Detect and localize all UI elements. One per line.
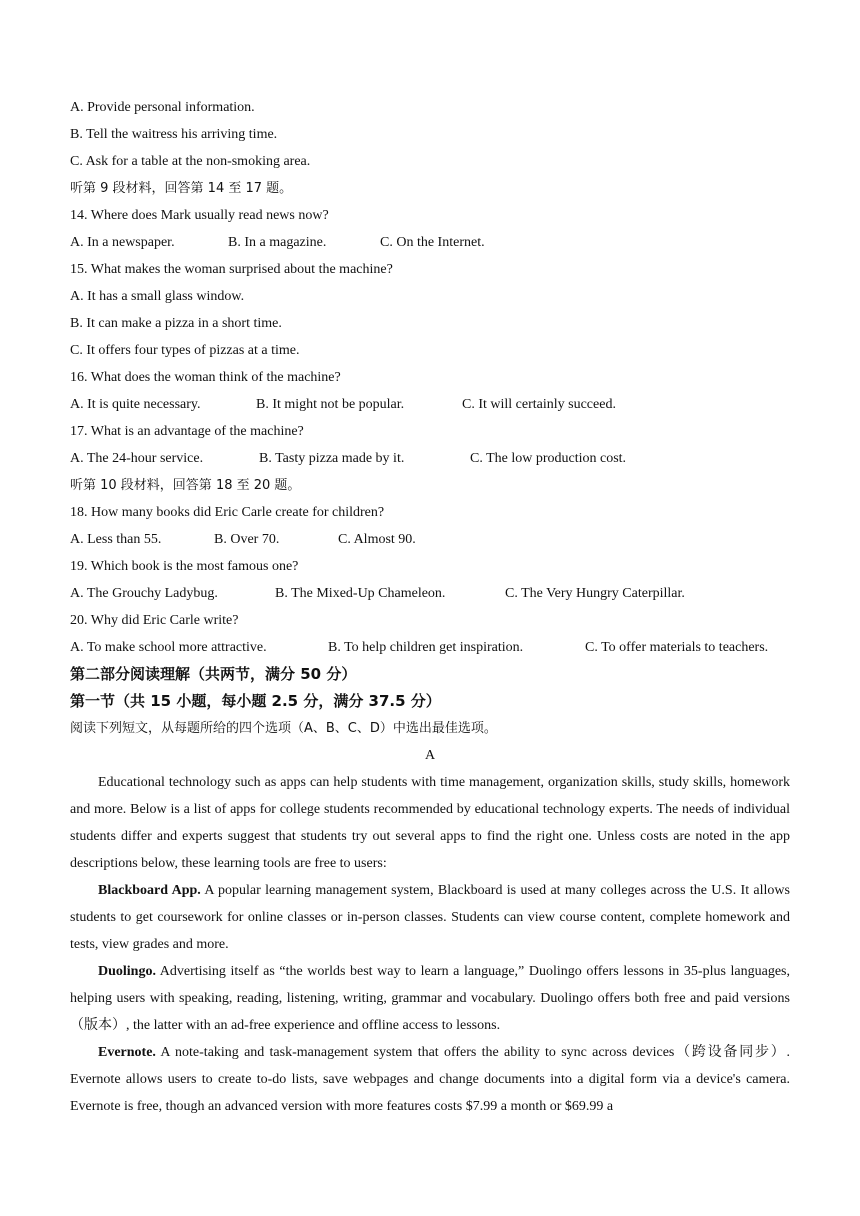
q15-question: 15. What makes the woman surprised about the machine? [70, 262, 393, 277]
q18-option-b: B. Over 70. [214, 532, 280, 547]
q18-option-c: C. Almost 90. [338, 532, 416, 547]
q18-option-a: A. Less than 55. [70, 532, 162, 547]
q16-option-a: A. It is quite necessary. [70, 397, 201, 412]
app-duolingo-name: Duolingo. [98, 964, 156, 979]
q14-question: 14. Where does Mark usually read news now? [70, 208, 329, 223]
q16-option-c: C. It will certainly succeed. [462, 397, 616, 412]
q17-option-a: A. The 24-hour service. [70, 451, 204, 466]
app-blackboard-text: A popular learning management system, Blackboard is used at many colleges across the U.S. It allows students to get coursework for online classes or in-person classes. Students can view course content, complete homework and tests, view grades and more. [70, 883, 790, 952]
q19-option-a: A. The Grouchy Ladybug. [70, 586, 218, 601]
reading-part-title: 第二部分阅读理解（共两节，满分 50 分） [70, 665, 357, 683]
q18-options [70, 526, 790, 553]
q20-option-a: A. To make school more attractive. [70, 640, 267, 655]
q17-options [70, 445, 790, 472]
reading-section-title: 第一节（共 15 小题，每小题 2.5 分，满分 37.5 分） [70, 692, 441, 710]
q14-option-c: C. On the Internet. [380, 235, 485, 250]
reading-instructions: 阅读下列短文，从每题所给的四个选项（A、B、C、D）中选出最佳选项。 [70, 721, 497, 736]
app-blackboard [70, 877, 790, 958]
app-evernote-name: Evernote. [98, 1045, 156, 1060]
app-evernote [70, 1039, 790, 1120]
q14-option-b: B. In a magazine. [228, 235, 327, 250]
q16-option-b: B. It might not be popular. [256, 397, 405, 412]
q16-options [70, 391, 790, 418]
q17-option-b: B. Tasty pizza made by it. [259, 451, 405, 466]
app-duolingo [70, 958, 790, 1039]
app-evernote-text: A note-taking and task-management system that offers the ability to sync across devices（跨设备同步）. Evernote allows users to create to-do lists, save webpages and change documents into a digital form via a device's camera. Evernote is free, though an advanced version with more features costs $7.99 a month or $69.99 a [70, 1045, 790, 1114]
q20-option-b: B. To help children get inspiration. [328, 640, 524, 655]
q20-question: 20. Why did Eric Carle write? [70, 613, 239, 628]
q14-options [70, 229, 790, 256]
q15-option-a: A. It has a small glass window. [70, 289, 245, 304]
q14-option-a: A. In a newspaper. [70, 235, 175, 250]
app-blackboard-name: Blackboard App. [98, 883, 201, 898]
q19-option-b: B. The Mixed-Up Chameleon. [275, 586, 446, 601]
q13-option-c: C. Ask for a table at the non-smoking area. [70, 154, 311, 169]
q20-option-c: C. To offer materials to teachers. [585, 640, 769, 655]
q15-option-b: B. It can make a pizza in a short time. [70, 316, 282, 331]
q20-options [70, 634, 790, 661]
exam-page [70, 94, 790, 1120]
section10-intro: 听第 10 段材料，回答第 18 至 20 题。 [70, 478, 301, 493]
q19-options [70, 580, 790, 607]
q15-option-c: C. It offers four types of pizzas at a time. [70, 343, 300, 358]
q17-question: 17. What is an advantage of the machine? [70, 424, 304, 439]
q13-option-a: A. Provide personal information. [70, 100, 255, 115]
q13-option-b: B. Tell the waitress his arriving time. [70, 127, 278, 142]
section9-intro: 听第 9 段材料，回答第 14 至 17 题。 [70, 181, 293, 196]
q17-option-c: C. The low production cost. [470, 451, 627, 466]
q19-option-c: C. The Very Hungry Caterpillar. [505, 586, 685, 601]
q18-question: 18. How many books did Eric Carle create for children? [70, 505, 385, 520]
app-duolingo-text: Advertising itself as “the worlds best way to learn a language,” Duolingo offers lessons in 35-plus languages, helping users with speaking, reading, listening, writing, grammar and vocabulary. Duolingo offers both free and paid versions（版本）, the latter with an ad-free experience and offline access to lessons. [70, 964, 790, 1033]
passage-label: A [424, 748, 436, 763]
q16-question: 16. What does the woman think of the machine? [70, 370, 341, 385]
q19-question: 19. Which book is the most famous one? [70, 559, 299, 574]
intro-paragraph: Educational technology such as apps can help students with time management, organization skills, study skills, homework and more. Below is a list of apps for college students recommended by educational technology experts. The needs of individual students differ and experts suggest that students try out several apps to find the right one. Unless costs are noted in the app descriptions below, these learning tools are free to users: [70, 775, 790, 871]
